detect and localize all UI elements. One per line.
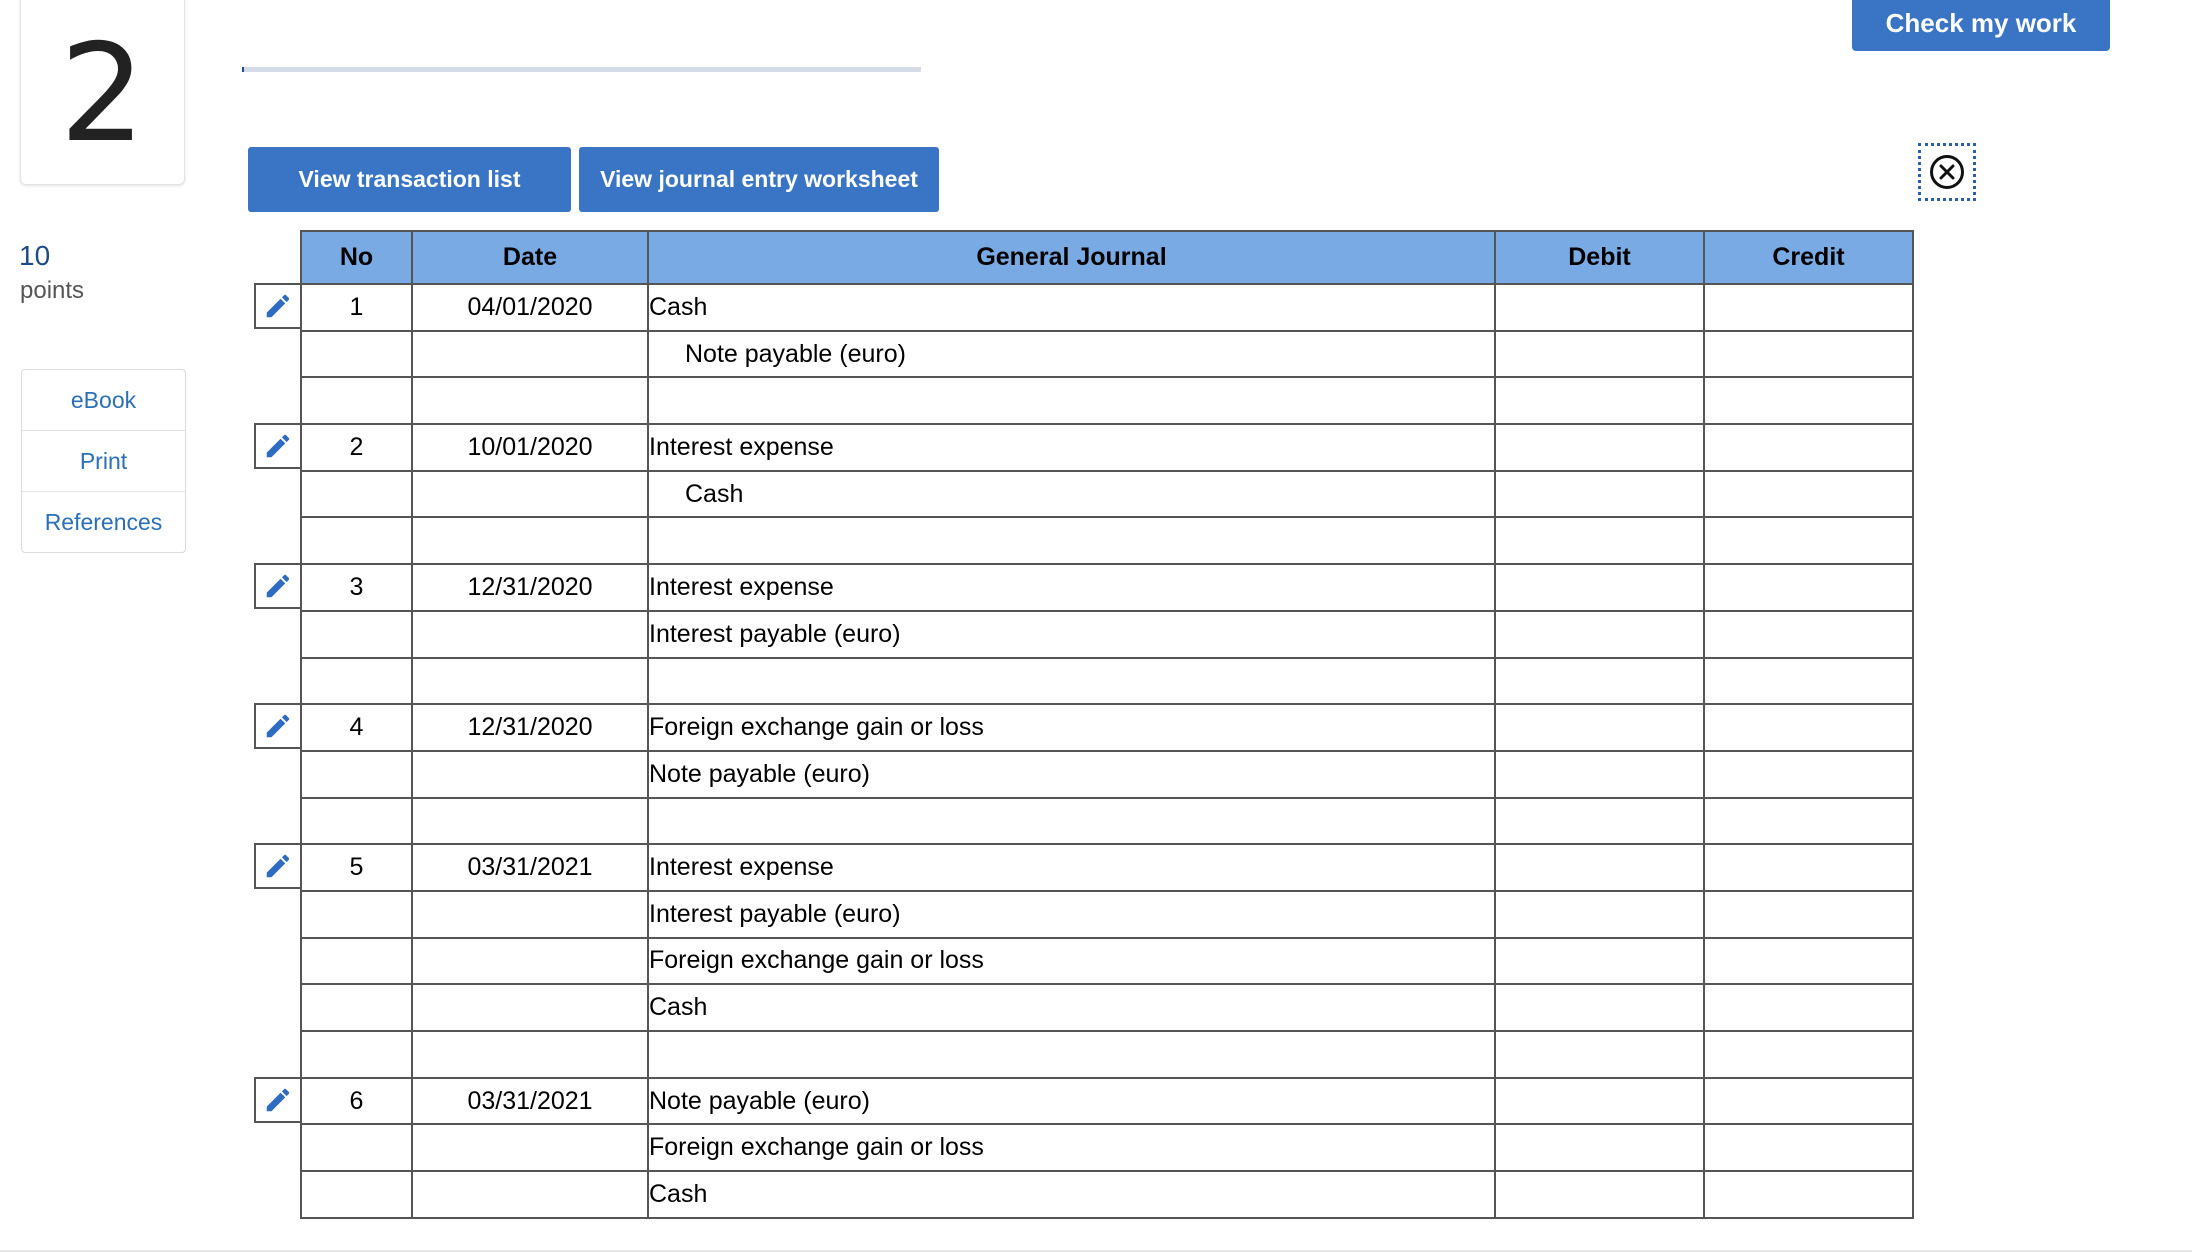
cell-account <box>648 377 1495 424</box>
cell-date <box>412 751 648 798</box>
table-row <box>301 658 1913 705</box>
cell-date <box>412 798 648 845</box>
cell-account: Cash <box>648 1171 1495 1218</box>
header-general-journal: General Journal <box>648 231 1495 284</box>
cell-date <box>412 984 648 1031</box>
cell-debit <box>1495 1124 1704 1171</box>
pencil-icon <box>263 851 293 881</box>
table-row <box>301 1124 1913 1171</box>
points-label: points <box>20 277 85 304</box>
cell-date <box>412 331 648 378</box>
pencil-icon <box>263 291 293 321</box>
cell-account: Foreign exchange gain or loss <box>648 938 1495 985</box>
table-row <box>301 704 1913 751</box>
cell-debit <box>1495 377 1704 424</box>
cell-debit <box>1495 284 1704 331</box>
cell-no <box>301 751 412 798</box>
table-row <box>301 844 1913 891</box>
cell-no: 5 <box>301 844 412 891</box>
cell-account: Note payable (euro) <box>648 751 1495 798</box>
edit-entry-button[interactable] <box>254 563 300 609</box>
cell-credit <box>1704 424 1913 471</box>
cell-debit <box>1495 564 1704 611</box>
cell-date <box>412 891 648 938</box>
header-date: Date <box>412 231 648 284</box>
cell-credit <box>1704 984 1913 1031</box>
cell-debit <box>1495 704 1704 751</box>
cell-credit <box>1704 891 1913 938</box>
close-circle-icon <box>1929 154 1965 190</box>
cell-credit <box>1704 658 1913 705</box>
cell-no <box>301 798 412 845</box>
table-row <box>301 1078 1913 1125</box>
table-header-row <box>301 231 1913 284</box>
cell-credit <box>1704 564 1913 611</box>
cell-no: 3 <box>301 564 412 611</box>
table-row <box>301 564 1913 611</box>
header-debit: Debit <box>1495 231 1704 284</box>
cell-debit <box>1495 471 1704 518</box>
cell-credit <box>1704 1078 1913 1125</box>
cell-date <box>412 1031 648 1078</box>
cell-debit <box>1495 611 1704 658</box>
question-number: 2 <box>59 15 146 172</box>
cell-date <box>412 611 648 658</box>
header-no: No <box>301 231 412 284</box>
cell-no <box>301 377 412 424</box>
table-row <box>301 938 1913 985</box>
cell-no: 4 <box>301 704 412 751</box>
cell-credit <box>1704 798 1913 845</box>
cell-date: 12/31/2020 <box>412 564 648 611</box>
table-row <box>301 984 1913 1031</box>
table-row <box>301 1171 1913 1218</box>
cell-account <box>648 658 1495 705</box>
question-number-card <box>20 0 185 185</box>
edit-entry-button[interactable] <box>254 1077 300 1123</box>
table-row <box>301 1031 1913 1078</box>
cell-debit <box>1495 658 1704 705</box>
cell-date <box>412 471 648 518</box>
view-transaction-list-button[interactable]: View transaction list <box>248 147 571 212</box>
cell-account: Interest expense <box>648 424 1495 471</box>
table-row <box>301 377 1913 424</box>
progress-bar <box>242 67 921 72</box>
cell-credit <box>1704 471 1913 518</box>
cell-debit <box>1495 1078 1704 1125</box>
resource-links <box>21 369 186 553</box>
check-my-work-button[interactable]: Check my work <box>1852 0 2110 51</box>
table-row <box>301 517 1913 564</box>
cell-account: Cash <box>648 984 1495 1031</box>
cell-account: Interest payable (euro) <box>648 611 1495 658</box>
close-button[interactable] <box>1918 143 1976 201</box>
cell-debit <box>1495 331 1704 378</box>
cell-date: 04/01/2020 <box>412 284 648 331</box>
cell-credit <box>1704 377 1913 424</box>
cell-credit <box>1704 517 1913 564</box>
cell-credit <box>1704 1124 1913 1171</box>
edit-entry-button[interactable] <box>254 423 300 469</box>
cell-account <box>648 1031 1495 1078</box>
cell-credit <box>1704 704 1913 751</box>
cell-date <box>412 517 648 564</box>
edit-entry-button[interactable] <box>254 843 300 889</box>
cell-date: 10/01/2020 <box>412 424 648 471</box>
cell-date <box>412 377 648 424</box>
cell-account <box>648 798 1495 845</box>
cell-no: 1 <box>301 284 412 331</box>
cell-debit <box>1495 844 1704 891</box>
cell-debit <box>1495 424 1704 471</box>
cell-no: 6 <box>301 1078 412 1125</box>
cell-debit <box>1495 798 1704 845</box>
cell-credit <box>1704 1031 1913 1078</box>
cell-no <box>301 611 412 658</box>
table-row <box>301 751 1913 798</box>
cell-credit <box>1704 1171 1913 1218</box>
edit-entry-button[interactable] <box>254 703 300 749</box>
cell-credit <box>1704 611 1913 658</box>
cell-date <box>412 1171 648 1218</box>
cell-debit <box>1495 1031 1704 1078</box>
table-row <box>301 891 1913 938</box>
table-row <box>301 471 1913 518</box>
general-journal-table <box>300 230 1914 1219</box>
cell-no <box>301 891 412 938</box>
cell-date: 12/31/2020 <box>412 704 648 751</box>
cell-date <box>412 1124 648 1171</box>
view-journal-entry-worksheet-button[interactable]: View journal entry worksheet <box>579 147 939 212</box>
cell-debit <box>1495 751 1704 798</box>
cell-no <box>301 517 412 564</box>
cell-date <box>412 938 648 985</box>
cell-credit <box>1704 331 1913 378</box>
table-row <box>301 611 1913 658</box>
cell-debit <box>1495 517 1704 564</box>
ebook-link[interactable]: eBook <box>22 370 185 431</box>
cell-account: Note payable (euro) <box>648 331 1495 378</box>
cell-credit <box>1704 844 1913 891</box>
print-link[interactable]: Print <box>22 431 185 492</box>
references-link[interactable]: References <box>44 508 163 535</box>
cell-no <box>301 984 412 1031</box>
cell-debit <box>1495 984 1704 1031</box>
cell-account: Interest expense <box>648 564 1495 611</box>
cell-account: Interest expense <box>648 844 1495 891</box>
points-value: 10 <box>19 240 51 271</box>
cell-debit <box>1495 1171 1704 1218</box>
cell-no <box>301 471 412 518</box>
header-credit: Credit <box>1704 231 1913 284</box>
cell-date <box>412 658 648 705</box>
cell-date: 03/31/2021 <box>412 844 648 891</box>
table-row <box>301 424 1913 471</box>
cell-no <box>301 658 412 705</box>
cell-credit <box>1704 938 1913 985</box>
edit-entry-button[interactable] <box>254 283 300 329</box>
journal-table-wrapper <box>300 230 1914 1219</box>
cell-account <box>648 517 1495 564</box>
cell-account: Note payable (euro) <box>648 1078 1495 1125</box>
table-row <box>301 284 1913 331</box>
cell-credit <box>1704 284 1913 331</box>
pencil-icon <box>263 1085 293 1115</box>
cell-no <box>301 1124 412 1171</box>
cell-credit <box>1704 751 1913 798</box>
table-row <box>301 798 1913 845</box>
pencil-icon <box>263 431 293 461</box>
cell-debit <box>1495 938 1704 985</box>
pencil-icon <box>263 571 293 601</box>
cell-account: Foreign exchange gain or loss <box>648 704 1495 751</box>
table-row <box>301 331 1913 378</box>
cell-account: Cash <box>648 284 1495 331</box>
cell-account: Interest payable (euro) <box>648 891 1495 938</box>
cell-account: Foreign exchange gain or loss <box>648 1124 1495 1171</box>
cell-no <box>301 1031 412 1078</box>
cell-no: 2 <box>301 424 412 471</box>
cell-date: 03/31/2021 <box>412 1078 648 1125</box>
cell-no <box>301 1171 412 1218</box>
progress-fill <box>242 67 244 72</box>
cell-account: Cash <box>648 471 1495 518</box>
cell-debit <box>1495 891 1704 938</box>
cell-no <box>301 938 412 985</box>
pencil-icon <box>263 711 293 741</box>
cell-no <box>301 331 412 378</box>
